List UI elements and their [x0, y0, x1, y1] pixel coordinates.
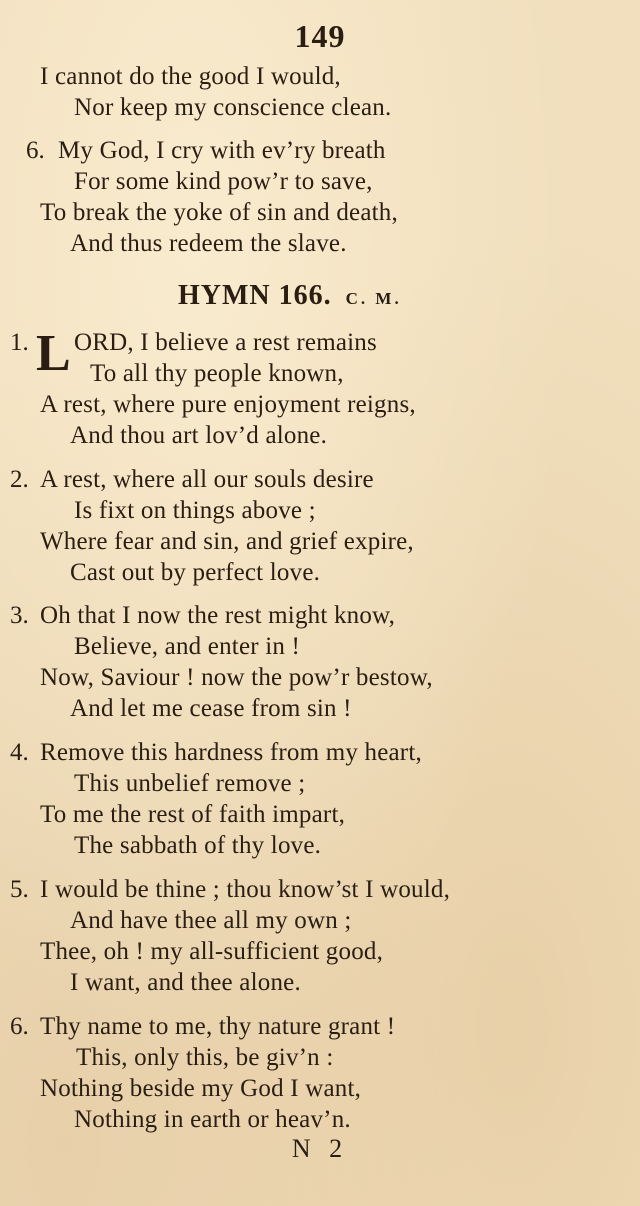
- verse-line: I would be thine ; thou know’st I would,: [40, 876, 451, 903]
- verse-line: Thy name to me, thy nature grant !: [40, 1013, 396, 1040]
- verse-line: A rest, where all our souls desire: [40, 466, 374, 493]
- verse-line: This unbelief remove ;: [74, 770, 306, 797]
- verse-line: I want, and thee alone.: [70, 969, 301, 996]
- verse-number: 4.: [10, 739, 29, 766]
- page-number: 149: [294, 18, 346, 54]
- verse-number: 1.: [10, 329, 29, 356]
- verse-line: My God, I cry with ev’ry breath: [58, 137, 386, 164]
- verse-line: ORD, I believe a rest remains: [74, 329, 377, 356]
- hymn-title: [178, 280, 402, 312]
- verse-line: And thus redeem the slave.: [70, 230, 347, 257]
- verse-line: Cast out by perfect love.: [70, 559, 321, 586]
- verse-line: Nothing in earth or heav’n.: [74, 1106, 351, 1133]
- verse-number: 6.: [10, 1013, 29, 1040]
- prev-hymn-line: Nor keep my conscience clean.: [74, 94, 392, 121]
- verse-line: To break the yoke of sin and death,: [40, 199, 398, 226]
- verse-line: Believe, and enter in !: [74, 633, 301, 660]
- verse-number: 3.: [10, 602, 29, 629]
- hymn-title-text: HYMN 166.: [178, 280, 332, 311]
- verse-line: Nothing beside my God I want,: [40, 1075, 362, 1102]
- verse-line: Oh that I now the rest might know,: [40, 602, 396, 629]
- verse-line: The sabbath of thy love.: [74, 832, 322, 859]
- drop-cap: L: [36, 325, 71, 382]
- verse-line: A rest, where pure enjoyment reigns,: [40, 391, 416, 418]
- verse-line: To all thy people known,: [90, 360, 344, 387]
- verse-line: Where fear and sin, and grief expire,: [40, 528, 414, 555]
- verse-number: 2.: [10, 466, 29, 493]
- verse-number: 5.: [10, 876, 29, 903]
- verse-line: And thou art lov’d alone.: [70, 422, 328, 449]
- verse-number: 6.: [26, 137, 45, 164]
- verse-line: Remove this hardness from my heart,: [40, 739, 422, 766]
- verse-line: And let me cease from sin !: [70, 695, 352, 722]
- verse-line: To me the rest of faith impart,: [40, 801, 346, 828]
- verse-line: This, only this, be giv’n :: [76, 1044, 334, 1071]
- verse-line: Is fixt on things above ;: [74, 497, 316, 524]
- verse-line: Thee, oh ! my all-sufficient good,: [40, 938, 384, 965]
- signature-mark: N 2: [291, 1134, 349, 1163]
- verse-line: For some kind pow’r to save,: [74, 168, 373, 195]
- verse-line: Now, Saviour ! now the pow’r bestow,: [40, 664, 433, 691]
- prev-hymn-line: I cannot do the good I would,: [40, 63, 341, 90]
- hymn-meter: C. M.: [345, 289, 402, 308]
- verse-line: And have thee all my own ;: [70, 907, 352, 934]
